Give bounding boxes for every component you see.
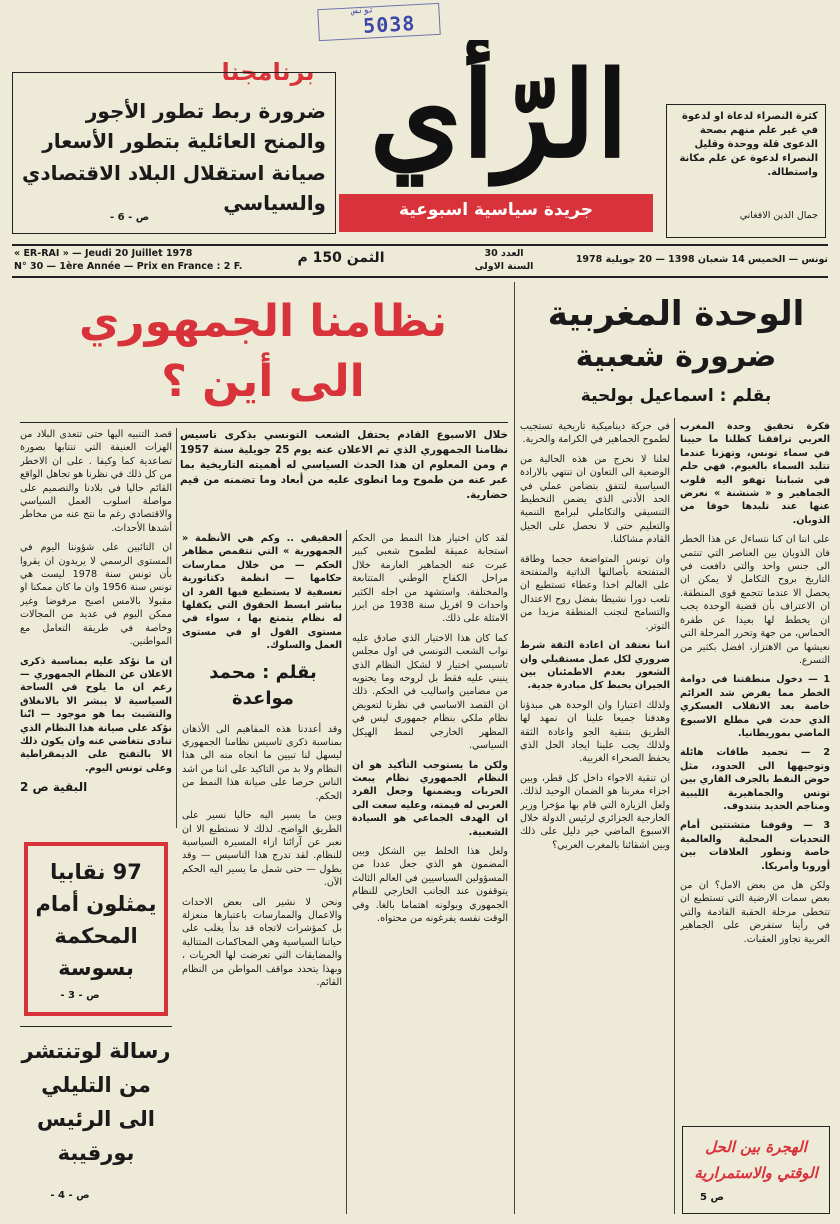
main-article-col-1: لقد كان اختيار هذا النمط من الحكم استجابة عميقة لطموح شعبي كبير عبرت عنه الجماهير العارمة خلال مراحل الكفاح الوطني المتتابعة والمختلفة. واستشهد من اجله الكثير واحداث 9 افريل سنة 1938 من ابرز الامثلة على ذلك. كما كان هذا الاختيار الذي صادق عليه نواب الشعب التونسي في اول مجلس تاسيسي اختيار لا لشكل النظام الذي ينبني عليه فقط بل لروحه وما يحتويه من مضامين واساليب في الحكم. ذلك ان القصد الاساسي في نظرنا لتعويض نظام ملكي بنظام جمهوري ليس في المظهر الخارجي لنمط الهيكل السياسي. ولكن ما يستوجب التأكيد هو ان النظام الجمهوري نظام يبعث الحريات ويضمنها وجعل الفرد العربي له قيمته، وعليه سعت الى ان الهدف الجماعي هو السيادة الشعبية. ولعل هذا الخلط بين الشكل وبين المضمون هو الذي جعل عددا من المسؤولين السياسيين في العالم الثالث يتوقفون عند الجانب الخارجي للنظام الجمهوري ويولونه اهتماما بالغا. وفي الوقت نفسه يفرغونه من محتواه.	[352, 533, 508, 924]
dateline-top-rule	[12, 244, 828, 246]
letter-box-text: رسالة لوتنتشر من التليلي الى الرئيس بورقيبة	[21, 1039, 171, 1165]
dateline-bottom-rule	[12, 276, 828, 278]
main-article-lead: خلال الاسبوع القادم يحتفل الشعب التونسي بذكرى تاسيس نظامنا الجمهوري الذي تم الاعلان عنه يوم 25 جويلية سنة 1957 م ومن المعلوم ان هذا الحدث السياسي له أهميته التاريخية بما عبر عنه من طموح وما انطوى عليه من أبعاد وما تضمنه من قيم حضارية.	[180, 429, 508, 501]
right-col-divider	[674, 418, 675, 1214]
right-article-col-1: فكرة تحقيق وحدة المغرب العربي ترافقنا كظلنا ما حيينا في سماء تونس، وتهزنا عندما تتلبد السماء بالغيوم. فهي حلم في شبابنا تهفو اليه قلوب الجماهير و « شنشنة » نعرض عنها عند تلبدها خوفا من الذوبان. على اننا ان كنا نتساءل عن هذا الخطر فان الذوبان بين العناصر التي تنتمي الى جنس واحد والتي دافعت في التاريخ بروح التكامل لا يمكن ان يحصل الا عندما تتجمع قوى المنطقة. ان الاعتراف بأن قضية الوحدة يجب ان يخطط لها بعيدا عن طفرة الحماس، من جهة وتحرر المرحلة التي نعيشها من الاهتزاز، افضل بكثير من التسرع. 1 — دخول منطقتنا في دوامة الخطر مما يفرض شد العزائم خاصة بعد الانقلاب العسكري الذي حدث في مطلع الاسبوع الماضي بموريطانيا. 2 — تجميد طاقات هائلة وتوجيهها الى الحدود، مثل حوض النفط بالجرف القاري بين تونس والجماهيرية الليبية ومناجم الحديد بتندوف. 3 — وقوفنا متشتتين أمام التحديات المحلية والعالمية خاصة وتطور العلاقات بين أوروبا وأمريكا. ولكن هل من بعض الامل؟ ان من بعض سمات الارضية التي تستطيع ان تتخطى مرحلة الحقبة القادمة والتي في رأينا ستفرض على الجماهير العربية تجاوز العقبات.	[680, 421, 830, 945]
program-item: ضرورة ربط تطور الأجور والمنح العائلية بتطور الأسعار	[42, 99, 326, 153]
right-article-title-1: الوحدة المغربية	[547, 294, 805, 334]
dateline-issue: العدد 30	[484, 248, 524, 259]
migration-box-ref: ص 5	[700, 1192, 724, 1203]
dateline-year: السنة الاولى	[474, 261, 534, 272]
program-ref: ص - 6 -	[110, 212, 150, 223]
quote-author: جمال الدين الافغاني	[739, 210, 818, 221]
lawyers-box-text: 97 نقابيا يمثلون أمام المحكمة بسوسة	[35, 860, 157, 980]
main-title-rule	[20, 422, 508, 423]
masthead-logo: الرّأي	[369, 45, 629, 184]
tagline: جريدة سياسية اسبوعية	[399, 200, 593, 220]
dateline-price: الثمن 150 م	[297, 250, 385, 266]
letter-box-ref: ص - 4 -	[50, 1190, 90, 1201]
main-article-col-3: قصد التنبيه اليها حتى تتعدى البلاد من الهزات العنيفة التي تنتابها بصورة تصاعدية كما وكيفا . على ان الاخطر من كل ذلك في نظرنا هو تجاهل الواقع القائم حاليا في بلادنا والتصميم على مواصلة اسلوب العمل السياسي والاقتصادي رغم ما نتج عنه من مخاطر أشدها الأحداث. ان التائبين على شؤوننا اليوم في المستوى الرسمي لا يريدون ان يقروا بأن تونس سنة 1978 ليست هي تونس سنة 1956 وان ما كان ممكنا او مقبولا بالامس اصبح مرفوضا وغير ممكن اليوم في عديد من المجالات وخاصة في طريقة التعامل مع المواطنين. ان ما نؤكد عليه بمناسبة ذكرى الاعلان عن النظام الجمهوري — رغم ان ما يلوح في الساحة السياسية لا يبشر الا بالانغلاق والتشبث بما هو موجود — انّنا نؤكد على صيانة هذا النظام الذي تنادى نتغاضي عنه وان يكون ذلك الا بالتفتح على الديمقراطية وعلى تونس اليوم. البقية ص 2	[20, 429, 172, 795]
main-article-col-2: الحقيقي .. وكم هي الأنظمة « الجمهورية » التي تتقمص مظاهر الحكم — من خلال ممارسات حكامها — انظمة دكتاتورية تعسفية لا يستطيع فيها الفرد ان يباشر ابسط الحقوق التي يكفلها له نظام يتمتع بها ، سواء في مستوى القول او في مستوى العمل والسلوك. وقد أعددنا هذه المفاهيم الى الأذهان بمناسبة ذكرى تاسيس نظامنا الجمهوري ليسهل لنا تبيين ما انجاه منه الى هذا النظام ولا بد من التاكيد على اننا من اشد الناس حرصا على صيانة هذا النمط من الحكم. وبين ما يسير اليه حاليا نسير على الطريق الواضح. لذلك لا نستطيع الا ان نعبر عن آرائنا ازاء المسيرة السياسية للنظام. لقد تدرج هذا التاسيس — وقد يطول — حتى شمل ما يسير اليه الحكم الآن. ونحن لا نشير الى بعض الاحداث والاعمال والممارسات باعتبارها منعزلة بل كمؤشرات لاتجاه قد بدأ يغلب على حياتنا السياسية وهي المحاكمات المتتالية والمضايقات التي تعرضت لها الحريات ، وبهذا يتحدد مواقف المواطن من النظام القائم.	[182, 533, 342, 988]
quote-text: كثرة النصراء لدعاة او لدعوة في غير علم منهم بصحة الدعوى قلة ووحدة وقليل النصراء لدعوة عن علم مكانة واستطالة.	[679, 111, 818, 178]
letter-box-rule	[20, 1026, 172, 1027]
right-article-divider	[514, 282, 515, 1214]
right-article-col-2: في حركة ديناميكية تاريخية تستجيب لطموح الجماهير في الكرامة والحرية. لعلنا لا نخرج من هذه الحالية من الوضعية الى التعاون ان تنتهي بالارادة السياسية لتتفق بتضامن عملي في الحد الأدنى الذي يضمن التخطيط التنسيقي والتكاملي لبرامج التنمية والتعليم حتى لا نحصل على الجيل القادم مشاكلنا. وان تونس المتواضعة حجما وطاقة المتفتحة بأصالتها الذاتية والمتفتحة على العالم اخذا وعطاء تستطيع ان تلعب دورا نشيطا بفضل روح الاعتدال والتسامح لتجنب المنطقة مزيدا من التوتر. اننا نعتقد ان اعادة الثقة شرط ضروري لكل عمل مستقبلي وان الشعور بعدم الاطمئنان بين الجيران يحبط كل مبادرة جدية. ولذلك اعتبارا وان الوحدة هي مبدؤنا وهدفنا جميعا علينا ان نمهد لها الطريق بتنقية الجو واعادة الثقة ولذلك يجب علينا ايجاد الحل الذي يحفظ الصحراء الغربية. ان تنقية الاجواء داخل كل قطر، وبين اجزاء مغربنا هو الضمان الوحيد لذلك. ولعل الزيارة التي قام بها مؤخرا وزير الخارجية الجزائري لرئيس الدولة خلال الاسبوع الماضي خير دليل على ذلك وبين اشقائنا بالمغرب العربي؟	[520, 421, 670, 851]
archive-stamp	[317, 3, 441, 41]
main-col-divider-2	[346, 530, 347, 1214]
migration-box-text: الهجرة بين الحل الوقتي والاستمرارية	[694, 1138, 818, 1182]
right-article-title-2: ضرورة شعبية	[575, 339, 777, 374]
stamp-number: 5038	[362, 11, 416, 38]
program-title: برنامجنا	[221, 58, 315, 86]
right-article-byline: بقلم : اسماعيل بولحية	[580, 386, 772, 406]
dateline-arabic: تونس — الخميس 14 شعبان 1398 — 20 جويلية 1978	[575, 254, 828, 265]
lawyers-box-ref: ص - 3 -	[60, 990, 100, 1001]
program-item: صيانة استقلال البلاد الاقتصادي والسياسي	[22, 161, 326, 215]
dateline-fr-1: « ER-RAI » — Jeudi 20 Juillet 1978	[14, 248, 193, 259]
dateline-fr-2: N° 30 — 1ère Année — Prix en France : 2 F.	[14, 261, 243, 272]
continued-ref: البقية ص 2	[20, 780, 88, 795]
main-article-title-2: الى أين ؟	[161, 356, 365, 407]
main-col-divider-1	[176, 428, 177, 828]
program-list	[20, 96, 326, 218]
main-article-byline: بقلم : محمد مواعدة	[209, 662, 317, 709]
stamp-top: تونس	[352, 5, 375, 17]
main-article-title-1: نظامنا الجمهوري	[78, 296, 448, 347]
